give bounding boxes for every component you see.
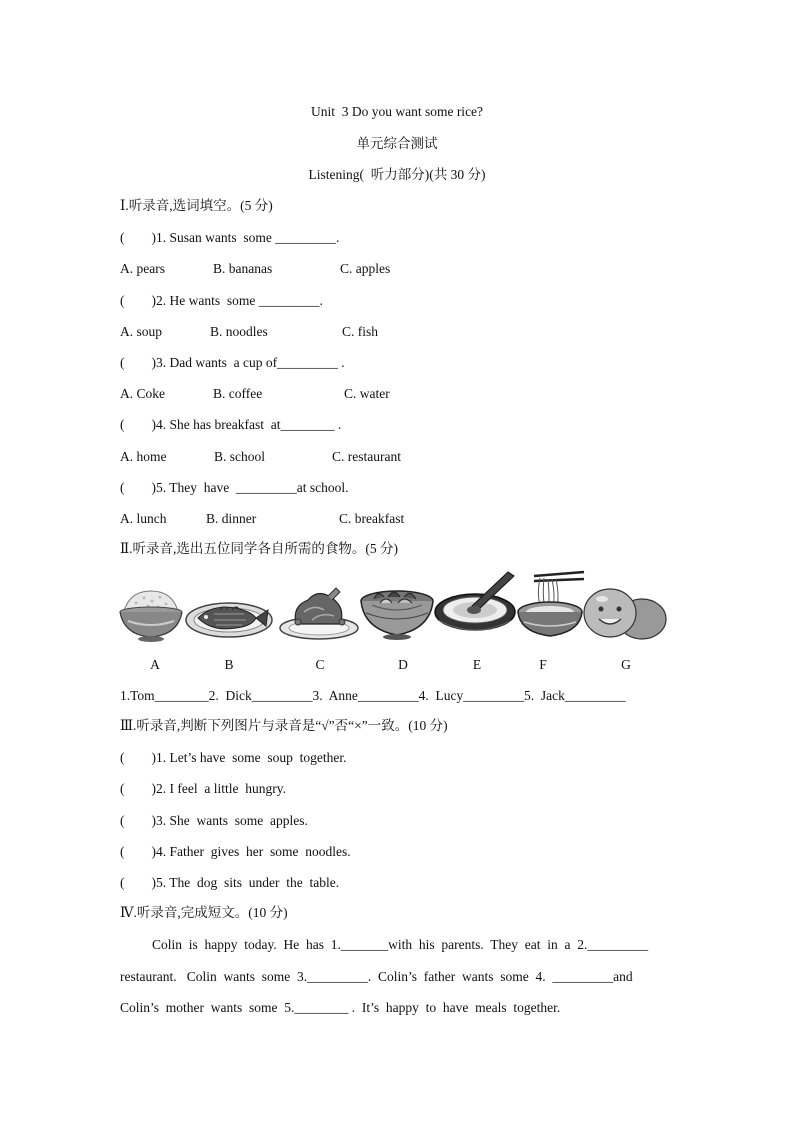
part4-line-2: restaurant. Colin wants some 3._________. Colin’s father wants some 4. _________and (120, 969, 633, 984)
food-label-f: F (539, 657, 547, 672)
part3-item-1: ( )1. Let’s have some soup together. (120, 750, 347, 765)
part1-question-2: ( )2. He wants some _________. (120, 293, 323, 308)
part3-item-3: ( )3. She wants some apples. (120, 813, 308, 828)
option-c: C. apples (340, 261, 391, 276)
option-c: C. breakfast (339, 511, 405, 526)
part3-item-4: ( )4. Father gives her some noodles. (120, 844, 351, 859)
option-a: A. pears (120, 261, 165, 276)
food-label-c: C (315, 657, 325, 672)
part4-heading: Ⅳ.听录音,完成短文。(10 分) (120, 905, 288, 920)
option-a: A. home (120, 449, 167, 464)
part1-question-4: ( )4. She has breakfast at________ . (120, 417, 342, 432)
part1-question-1: ( )1. Susan wants some _________. (120, 230, 340, 245)
option-a: A. lunch (120, 511, 167, 526)
section-title: Listening( 听力部分)(共 30 分) (308, 167, 486, 182)
option-b: B. dinner (206, 511, 257, 526)
unit-title: Unit 3 Do you want some rice? (310, 104, 484, 119)
noodle-bowl-icon (514, 570, 586, 642)
food-label-d: D (398, 657, 408, 672)
option-c: C. fish (342, 324, 379, 339)
option-b: B. school (214, 449, 266, 464)
fish-plate-icon (184, 592, 274, 640)
rice-bowl-icon (116, 585, 186, 645)
option-c: C. restaurant (332, 449, 401, 464)
option-b: B. bananas (213, 261, 273, 276)
vegetable-bowl-icon (358, 585, 436, 643)
food-label-e: E (472, 657, 482, 672)
eggs-icon (580, 585, 670, 643)
option-b: B. noodles (210, 324, 268, 339)
part3-heading: Ⅲ.听录音,判断下列图片与录音是“√”否“×”一致。(10 分) (120, 718, 448, 733)
part1-question-3: ( )3. Dad wants a cup of_________ . (120, 355, 345, 370)
food-label-g: G (621, 657, 631, 672)
part4-line-1: Colin is happy today. He has 1._______with his parents. They eat in a 2._________ (152, 937, 649, 952)
test-title: 单元综合测试 (356, 136, 438, 151)
part4-line-3: Colin’s mother wants some 5.________ . It’s happy to have meals together. (120, 1000, 561, 1015)
option-a: A. soup (120, 324, 163, 339)
part1-question-5: ( )5. They have _________at school. (120, 480, 349, 495)
option-c: C. water (344, 386, 390, 401)
soup-bowl-icon (432, 568, 518, 644)
part2-answer-line: 1.Tom________2. Dick_________3. Anne_________4. Lucy_________5. Jack_________ (120, 688, 626, 703)
food-label-b: B (224, 657, 234, 672)
chicken-plate-icon (278, 584, 360, 642)
option-b: B. coffee (213, 386, 263, 401)
food-label-a: A (150, 657, 160, 672)
part1-heading: Ⅰ.听录音,选词填空。(5 分) (120, 198, 273, 213)
option-a: A. Coke (120, 386, 165, 401)
part3-item-2: ( )2. I feel a little hungry. (120, 781, 286, 796)
part2-heading: Ⅱ.听录音,选出五位同学各自所需的食物。(5 分) (120, 541, 399, 556)
part3-item-5: ( )5. The dog sits under the table. (120, 875, 340, 890)
